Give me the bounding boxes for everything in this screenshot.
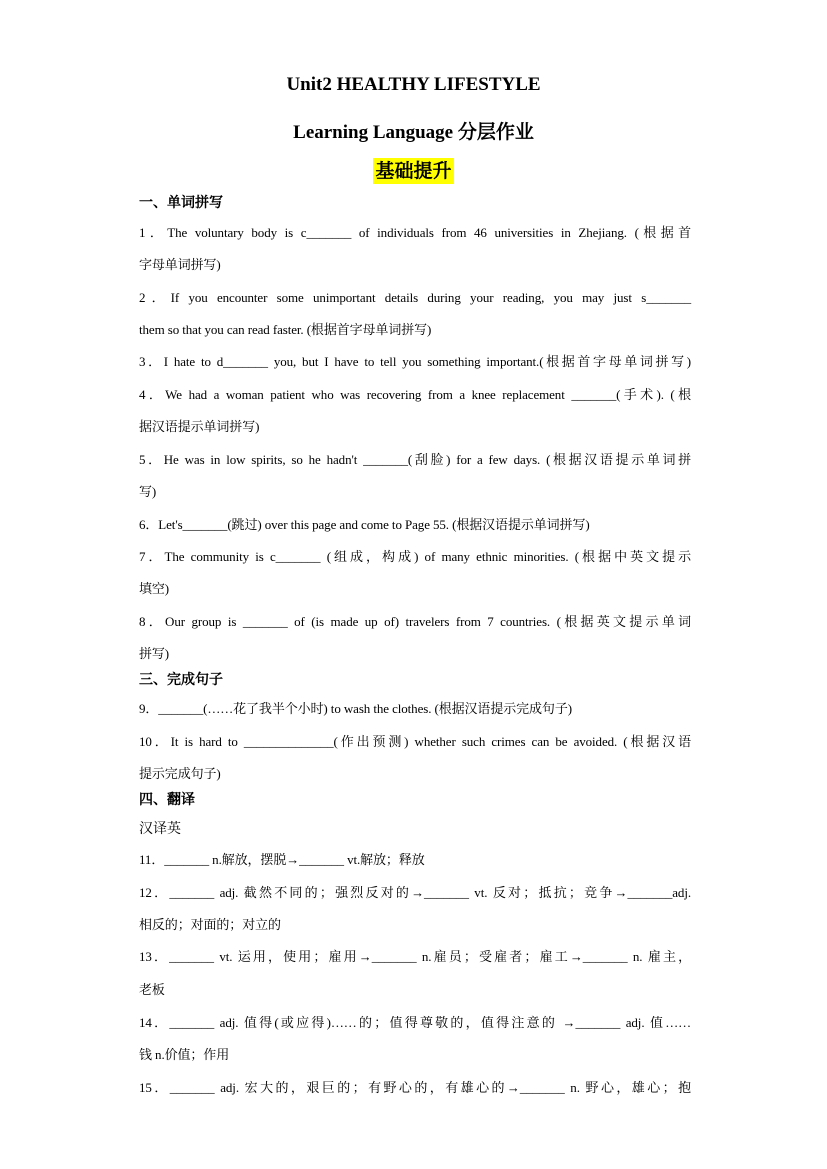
question-line: 11．_______ n.解放，摆脱→_______ vt.解放；释放 bbox=[139, 852, 425, 867]
question-line: 老板 bbox=[139, 982, 165, 997]
question-line: 6．Let's_______(跳过) over this page and come to Page 55. (根据汉语提示单词拼写) bbox=[139, 517, 590, 532]
question-line: them so that you can read faster. (根据首字母单词拼写) bbox=[139, 322, 432, 337]
question-line: 8．Our group is _______ of (is made up of) travelers from 7 countries. (根据英文提示单词 bbox=[139, 614, 691, 629]
question-line: 字母单词拼写) bbox=[139, 257, 221, 272]
question-line: 5．He was in low spirits, so he hadn't _______(刮脸) for a few days. (根据汉语提示单词拼 bbox=[139, 452, 691, 467]
level-label-wrap bbox=[0, 158, 827, 184]
section-heading-spelling: 一、单词拼写 bbox=[139, 195, 223, 211]
question-line: 钱 n.价值；作用 bbox=[139, 1047, 230, 1062]
question-line: 相反的；对面的；对立的 bbox=[139, 917, 281, 932]
section-heading-translation: 四、翻译 bbox=[139, 792, 195, 808]
question-line: 写) bbox=[139, 484, 157, 499]
question-line: 14．_______ adj. 值得(或应得)……的；值得尊敬的，值得注意的 →_______ adj. 值…… bbox=[139, 1015, 691, 1030]
subsection-label: 汉译英 bbox=[139, 821, 181, 837]
question-line: 2．If you encounter some unimportant details during your reading, you may just s_______ bbox=[139, 290, 691, 305]
question-line: 9．_______(……花了我半个小时) to wash the clothes. (根据汉语提示完成句子) bbox=[139, 701, 572, 716]
document-subtitle: Learning Language 分层作业 bbox=[293, 122, 534, 143]
question-line: 拼写) bbox=[139, 646, 170, 661]
question-line: 据汉语提示单词拼写) bbox=[139, 419, 260, 434]
level-label-highlight: 基础提升 bbox=[375, 160, 452, 182]
question-line: 提示完成句子) bbox=[139, 766, 221, 781]
question-line: 12．_______ adj. 截然不同的；强烈反对的→_______ vt. 反对；抵抗；竞争→_______adj. bbox=[139, 885, 691, 900]
question-line: 填空) bbox=[139, 581, 170, 596]
question-line: 10．It is hard to ______________(作出预测) whether such crimes can be avoided. (根据汉语 bbox=[139, 734, 691, 749]
question-line: 7．The community is c_______ (组成，构成) of many ethnic minorities. (根据中英文提示 bbox=[139, 549, 691, 564]
document-title: Unit2 HEALTHY LIFESTYLE bbox=[286, 74, 541, 95]
question-line: 15．_______ adj. 宏大的，艰巨的；有野心的，有雄心的→_______ n. 野心，雄心；抱 bbox=[139, 1080, 691, 1095]
question-line: 13．_______ vt. 运用，使用；雇用→_______ n.雇员；受雇者；雇工→_______ n. 雇主， bbox=[139, 949, 691, 964]
question-line: 1．The voluntary body is c_______ of individuals from 46 universities in Zhejiang. (根据首 bbox=[139, 225, 691, 240]
question-line: 4．We had a woman patient who was recovering from a knee replacement _______(手术). (根 bbox=[139, 387, 691, 402]
section-heading-sentences: 三、完成句子 bbox=[139, 672, 223, 688]
question-line: 3．I hate to d_______ you, but I have to tell you something important.(根据首字母单词拼写) bbox=[139, 354, 691, 369]
